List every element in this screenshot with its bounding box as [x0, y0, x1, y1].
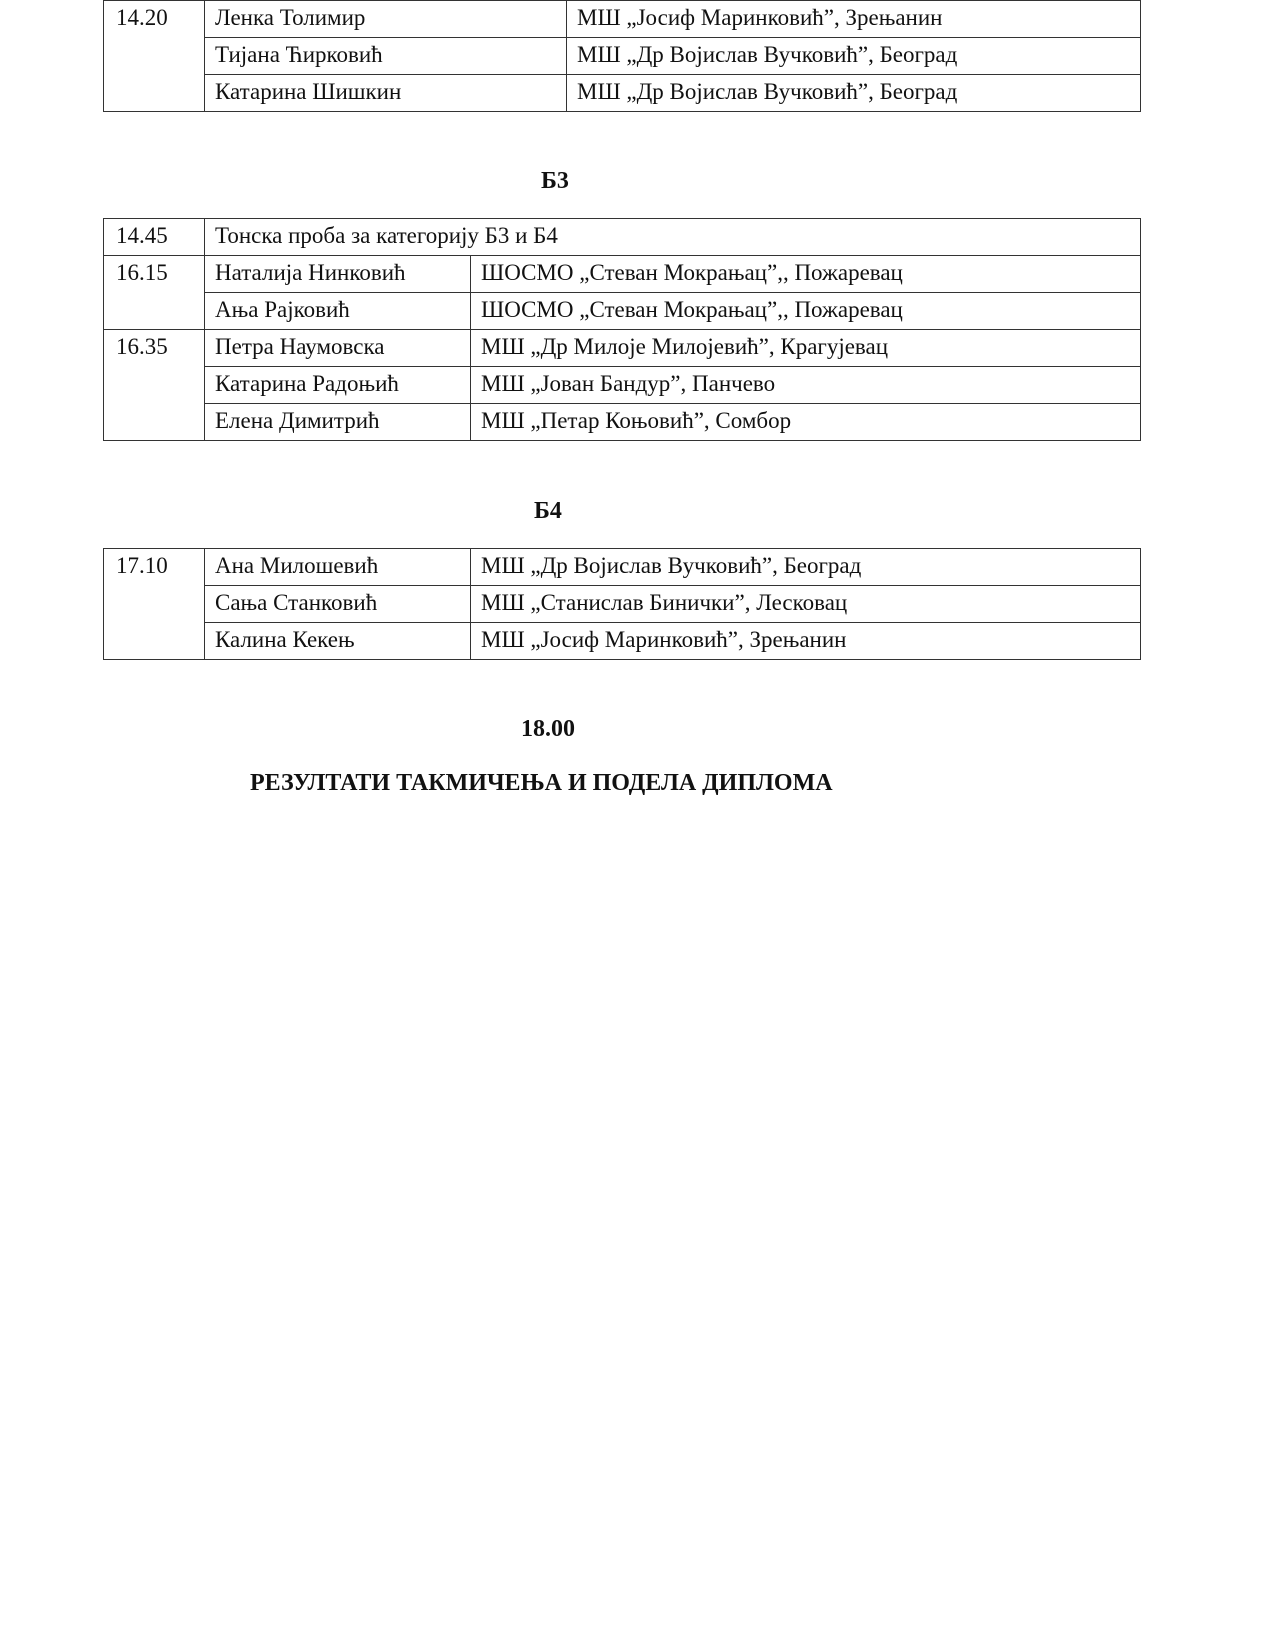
- time-cell: 16.15: [104, 256, 205, 330]
- time-cell: 17.10: [104, 549, 205, 660]
- table-row: [104, 586, 1141, 623]
- school-name: МШ „Др Војислав Вучковић”, Београд: [567, 75, 1141, 112]
- performer-name: Ана Милошевић: [205, 549, 471, 586]
- performer-name: Ања Рајковић: [205, 293, 471, 330]
- table-row: [104, 549, 1141, 586]
- performer-name: Катарина Радоњић: [205, 367, 471, 404]
- time-cell: 14.20: [104, 1, 205, 112]
- schedule-table-b2: [103, 0, 1141, 112]
- school-name: ШОСМО „Стеван Мокрањац”,, Пожаревац: [471, 256, 1141, 293]
- table-row: [104, 256, 1141, 293]
- section-heading-b4: Б4: [534, 498, 562, 524]
- performer-name: Елена Димитрић: [205, 404, 471, 441]
- performer-name: Катарина Шишкин: [205, 75, 567, 112]
- performer-name: Ленка Толимир: [205, 1, 567, 38]
- schedule-table-b4: [103, 548, 1141, 660]
- performer-name: Наталија Нинковић: [205, 256, 471, 293]
- performer-name: Тијана Ћирковић: [205, 38, 567, 75]
- table-row: [104, 623, 1141, 660]
- school-name: МШ „Петар Коњовић”, Сомбор: [471, 404, 1141, 441]
- school-name: МШ „Др Војислав Вучковић”, Београд: [567, 38, 1141, 75]
- school-name: МШ „Јосиф Маринковић”, Зрењанин: [567, 1, 1141, 38]
- table-row: [104, 367, 1141, 404]
- table-row: [104, 330, 1141, 367]
- table-row: [104, 75, 1141, 112]
- time-cell: 16.35: [104, 330, 205, 441]
- results-title: РЕЗУЛТАТИ ТАКМИЧЕЊА И ПОДЕЛА ДИПЛОМА: [250, 770, 833, 796]
- table-row: [104, 38, 1141, 75]
- school-name: МШ „Јосиф Маринковић”, Зрењанин: [471, 623, 1141, 660]
- school-name: МШ „Станислав Бинички”, Лесковац: [471, 586, 1141, 623]
- soundcheck-text: Тонска проба за категорију Б3 и Б4: [205, 219, 1141, 256]
- time-cell: 14.45: [104, 219, 205, 256]
- performer-name: Сања Станковић: [205, 586, 471, 623]
- table-row: [104, 293, 1141, 330]
- schedule-table-b3: [103, 218, 1141, 441]
- section-heading-b3: Б3: [541, 168, 569, 194]
- table-row-soundcheck: [104, 219, 1141, 256]
- school-name: МШ „Др Милоје Милојевић”, Крагујевац: [471, 330, 1141, 367]
- results-time: 18.00: [521, 716, 575, 742]
- performer-name: Петра Наумовска: [205, 330, 471, 367]
- school-name: ШОСМО „Стеван Мокрањац”,, Пожаревац: [471, 293, 1141, 330]
- table-row: [104, 404, 1141, 441]
- school-name: МШ „Др Војислав Вучковић”, Београд: [471, 549, 1141, 586]
- performer-name: Калина Кекењ: [205, 623, 471, 660]
- school-name: МШ „Јован Бандур”, Панчево: [471, 367, 1141, 404]
- table-row: [104, 1, 1141, 38]
